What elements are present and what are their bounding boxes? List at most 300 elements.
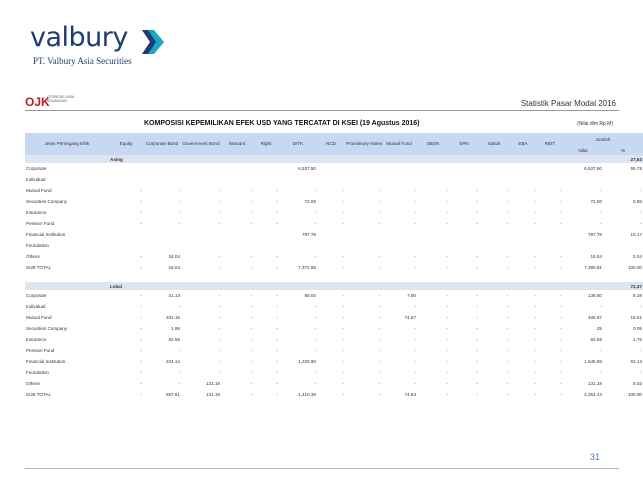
table-row	[25, 196, 643, 207]
table-row	[25, 229, 643, 240]
table-cell: -	[140, 265, 142, 270]
section-name: Lokal	[109, 282, 603, 290]
table-cell: -	[414, 359, 416, 364]
table-cell	[479, 174, 509, 185]
row-nilai: 72.00	[590, 199, 602, 204]
table-cell: -	[506, 210, 508, 215]
table-cell	[221, 174, 253, 185]
table-cell: -	[534, 337, 536, 342]
row-pct: 0.24	[633, 254, 642, 259]
row-pct: -	[640, 210, 642, 215]
row-pct: 0.89	[633, 199, 642, 204]
table-row	[25, 290, 643, 301]
row-pct: 55.75	[630, 166, 642, 171]
table-cell: -	[446, 348, 448, 353]
table-cell: -	[378, 337, 380, 342]
table-cell: -	[140, 221, 142, 226]
table-cell: -	[250, 210, 252, 215]
column-header: Jenis Pemegang Efek	[25, 133, 109, 155]
row-pct: 100.00	[627, 265, 642, 270]
table-cell	[109, 163, 143, 174]
table-cell: -	[446, 221, 448, 226]
table-cell: -	[414, 265, 416, 270]
table-cell	[317, 229, 345, 240]
table-cell: -	[534, 370, 536, 375]
table-cell	[181, 240, 221, 251]
table-row	[25, 262, 643, 273]
table-cell: -	[560, 293, 562, 298]
table-cell: -	[218, 326, 220, 331]
table-row	[25, 218, 643, 229]
table-cell: -	[534, 304, 536, 309]
table-cell: -	[218, 304, 220, 309]
table-cell: -	[506, 392, 508, 397]
table-cell: -	[378, 359, 380, 364]
table-cell	[509, 229, 537, 240]
table-cell	[345, 163, 381, 174]
table-cell: -	[140, 315, 142, 320]
table-cell: -	[276, 381, 278, 386]
table-cell: -	[476, 370, 478, 375]
row-nilai: -	[600, 188, 602, 193]
table-cell: -	[276, 199, 278, 204]
table-cell: -	[314, 348, 316, 353]
table-cell: -	[342, 293, 344, 298]
row-pct: -	[640, 348, 642, 353]
table-row	[25, 163, 643, 174]
row-pct: -	[640, 188, 642, 193]
table-cell: -	[506, 359, 508, 364]
table-cell: -	[342, 392, 344, 397]
table-cell: -	[342, 359, 344, 364]
column-header-sub: %	[603, 146, 643, 155]
table-cell: -	[250, 254, 252, 259]
table-cell: -	[178, 304, 180, 309]
table-cell: 797.78	[301, 232, 316, 237]
table-cell	[279, 240, 317, 251]
table-cell	[317, 174, 345, 185]
table-cell: -	[446, 210, 448, 215]
ojk-logo	[25, 94, 85, 110]
table-cell: -	[476, 304, 478, 309]
table-cell: -	[250, 265, 252, 270]
table-cell: -	[218, 188, 220, 193]
table-cell: -	[506, 199, 508, 204]
table-cell: -	[414, 348, 416, 353]
table-cell: -	[342, 199, 344, 204]
table-cell: -	[342, 221, 344, 226]
row-pct	[603, 174, 643, 185]
table-cell: -	[560, 348, 562, 353]
table-cell: -	[314, 315, 316, 320]
row-nilai: 6,537.50	[584, 166, 602, 171]
table-cell: -	[218, 315, 220, 320]
table-cell: -	[560, 315, 562, 320]
table-cell: -	[476, 337, 478, 342]
column-header: SBSN	[417, 133, 449, 155]
table-cell	[417, 240, 449, 251]
table-cell: 7.00	[407, 293, 416, 298]
section-spacer	[25, 273, 643, 282]
row-nilai: 25	[596, 326, 602, 331]
table-cell: -	[506, 381, 508, 386]
table-cell: -	[414, 221, 416, 226]
column-header: REIT	[537, 133, 563, 155]
table-cell	[253, 240, 279, 251]
row-category: Pension Fund	[26, 221, 55, 226]
table-cell: -	[250, 315, 252, 320]
section-blank-cell	[25, 282, 109, 290]
table-cell: 18.04	[168, 265, 180, 270]
table-cell: -	[276, 188, 278, 193]
table-cell: -	[314, 337, 316, 342]
row-nilai: 405.97	[587, 315, 602, 320]
table-cell: -	[140, 381, 142, 386]
table-cell: -	[446, 326, 448, 331]
row-nilai: -	[600, 210, 602, 215]
table-cell: -	[446, 265, 448, 270]
table-cell: -	[534, 293, 536, 298]
table-cell: -	[378, 326, 380, 331]
table-cell: -	[250, 304, 252, 309]
table-cell: -	[534, 265, 536, 270]
table-cell: -	[378, 348, 380, 353]
column-header: Corporate Bond	[143, 133, 181, 155]
table-cell: -	[218, 337, 220, 342]
table-cell: -	[476, 254, 478, 259]
table-cell: -	[250, 326, 252, 331]
table-cell: -	[218, 293, 220, 298]
table-cell: -	[342, 370, 344, 375]
table-cell	[181, 229, 221, 240]
table-cell	[381, 229, 417, 240]
table-cell: -	[218, 210, 220, 215]
table-row	[25, 323, 643, 334]
table-cell: -	[476, 188, 478, 193]
table-cell: -	[378, 370, 380, 375]
table-cell: -	[414, 188, 416, 193]
row-pct: 0.05	[633, 326, 642, 331]
table-cell: -	[378, 265, 380, 270]
table-cell: -	[314, 304, 316, 309]
table-cell: -	[276, 315, 278, 320]
row-nilai: 797.78	[587, 232, 602, 237]
table-cell: -	[250, 392, 252, 397]
table-cell: -	[276, 254, 278, 259]
table-cell: -	[218, 265, 220, 270]
table-cell: -	[534, 221, 536, 226]
table-cell	[253, 163, 279, 174]
table-cell: -	[140, 348, 142, 353]
row-category: Financial Institution	[26, 232, 66, 237]
table-cell: -	[506, 254, 508, 259]
row-category: Securities Company	[26, 199, 68, 204]
table-cell: -	[534, 210, 536, 215]
row-pct: -	[640, 304, 642, 309]
table-cell: -	[342, 304, 344, 309]
table-cell: -	[534, 326, 536, 331]
table-cell: -	[314, 254, 316, 259]
table-cell	[143, 174, 181, 185]
table-row	[25, 207, 643, 218]
table-cell: -	[446, 315, 448, 320]
table-cell: -	[560, 265, 562, 270]
page-title: Statistik Pasar Modal 2016	[520, 99, 616, 108]
table-cell: -	[342, 265, 344, 270]
row-pct: 16.01	[630, 315, 642, 320]
table-cell: -	[506, 221, 508, 226]
table-cell: -	[560, 392, 562, 397]
table-cell: 1,410.39	[298, 392, 316, 397]
table-cell: -	[446, 381, 448, 386]
table-cell	[109, 240, 143, 251]
section-percent: 27,63	[603, 155, 643, 163]
row-nilai: 7,390.91	[584, 265, 602, 270]
row-pct: 10.17	[630, 232, 642, 237]
table-cell: -	[378, 315, 380, 320]
table-cell	[109, 174, 143, 185]
table-cell: -	[342, 337, 344, 342]
table-cell: -	[378, 392, 380, 397]
table-cell	[143, 229, 181, 240]
table-cell: -	[446, 304, 448, 309]
table-cell: -	[446, 188, 448, 193]
table-cell: -	[476, 359, 478, 364]
table-cell: -	[476, 210, 478, 215]
row-category: Foundation	[26, 370, 49, 375]
section-blank-cell	[25, 155, 109, 163]
table-cell: -	[446, 370, 448, 375]
table-cell: -	[342, 348, 344, 353]
table-cell: -	[378, 293, 380, 298]
table-row	[25, 312, 643, 323]
table-cell	[181, 163, 221, 174]
row-pct: 63.13	[630, 359, 642, 364]
table-cell: -	[178, 199, 180, 204]
table-cell: -	[506, 315, 508, 320]
table-cell: -	[178, 188, 180, 193]
table-row	[25, 389, 643, 400]
table-cell: -	[476, 265, 478, 270]
table-cell: -	[178, 370, 180, 375]
table-cell: -	[250, 199, 252, 204]
column-header: Warrant	[221, 133, 253, 155]
table-cell: -	[178, 210, 180, 215]
table-cell: -	[276, 293, 278, 298]
section-percent: 72,37	[603, 282, 643, 290]
table-cell: -	[250, 221, 252, 226]
table-cell: -	[476, 326, 478, 331]
table-cell: -	[378, 221, 380, 226]
table-cell: -	[446, 199, 448, 204]
table-cell: -	[506, 337, 508, 342]
row-nilai	[563, 174, 603, 185]
table-cell: -	[560, 381, 562, 386]
table-cell: -	[378, 210, 380, 215]
table-cell: -	[140, 293, 142, 298]
table-cell: 74.67	[404, 315, 416, 320]
table-cell: -	[446, 392, 448, 397]
table-cell	[253, 229, 279, 240]
table-cell: -	[276, 326, 278, 331]
table-cell: -	[276, 348, 278, 353]
row-nilai	[563, 240, 603, 251]
table-cell: -	[218, 221, 220, 226]
table-cell: -	[342, 254, 344, 259]
table-cell: -	[250, 370, 252, 375]
table-cell: 224.14	[165, 359, 180, 364]
table-cell: -	[218, 370, 220, 375]
table-title: KOMPOSISI KEPEMILIKAN EFEK USD YANG TERCATAT DI KSEI (19 Agustus 2016)	[144, 120, 420, 127]
table-cell: -	[314, 381, 316, 386]
table-cell: -	[250, 293, 252, 298]
table-header-row	[25, 133, 643, 146]
table-cell: -	[476, 381, 478, 386]
row-category: Mutual Fund	[26, 188, 52, 193]
table-cell: -	[276, 370, 278, 375]
table-cell: -	[250, 348, 252, 353]
table-cell: -	[276, 221, 278, 226]
table-cell: -	[250, 188, 252, 193]
table-cell: -	[218, 348, 220, 353]
table-cell: -	[140, 210, 142, 215]
brand-subtitle: PT. Valbury Asia Securities	[33, 56, 132, 66]
table-cell: -	[218, 254, 220, 259]
table-cell: -	[560, 370, 562, 375]
unit-label: (Nilai dlm Rp M)	[577, 121, 613, 127]
svg-text:OJK: OJK	[25, 95, 50, 109]
table-cell: 6,537.50	[298, 166, 316, 171]
table-cell: -	[446, 337, 448, 342]
table-cell: -	[140, 199, 142, 204]
table-cell	[381, 174, 417, 185]
table-cell: 82.56	[168, 337, 180, 342]
table-cell: -	[560, 210, 562, 215]
table-cell: -	[446, 359, 448, 364]
table-cell: -	[560, 254, 562, 259]
table-cell: -	[534, 359, 536, 364]
table-cell	[509, 163, 537, 174]
table-cell	[537, 229, 563, 240]
table-cell: -	[314, 326, 316, 331]
table-row	[25, 334, 643, 345]
table-cell: -	[476, 293, 478, 298]
footer-divider	[25, 468, 619, 469]
table-cell: -	[534, 199, 536, 204]
table-row	[25, 378, 643, 389]
table-cell	[509, 174, 537, 185]
row-category: Mutual Fund	[26, 315, 52, 320]
table-cell	[109, 229, 143, 240]
table-cell	[479, 240, 509, 251]
table-cell: -	[250, 381, 252, 386]
brand-wordmark: valbury	[30, 22, 128, 53]
table-cell	[143, 240, 181, 251]
table-cell	[417, 174, 449, 185]
row-category: Insurance	[26, 337, 47, 342]
table-cell: -	[342, 326, 344, 331]
column-header: EBA	[509, 133, 537, 155]
table-cell: -	[534, 348, 536, 353]
table-cell	[449, 163, 479, 174]
table-cell: -	[534, 315, 536, 320]
table-cell: -	[560, 326, 562, 331]
row-nilai: 1,545.89	[584, 359, 602, 364]
table-cell: -	[560, 337, 562, 342]
table-cell	[221, 229, 253, 240]
column-header: Government Bond	[181, 133, 221, 155]
table-row	[25, 185, 643, 196]
table-cell: 1.99	[171, 326, 180, 331]
row-pct: 6.19	[633, 293, 642, 298]
chevron-logo-icon	[142, 30, 164, 54]
table-cell: 72.00	[304, 199, 316, 204]
table-cell: 331.15	[165, 315, 180, 320]
table-cell	[537, 174, 563, 185]
table-cell: -	[178, 221, 180, 226]
row-nilai: 18.04	[590, 254, 602, 259]
ojk-logo-icon	[25, 94, 50, 109]
table-cell: -	[276, 210, 278, 215]
row-pct: -	[640, 221, 642, 226]
row-nilai: -	[600, 370, 602, 375]
spacer-cell	[25, 273, 643, 282]
column-header: NCD	[317, 133, 345, 155]
table-cell	[509, 240, 537, 251]
table-cell: -	[414, 370, 416, 375]
table-cell: -	[342, 315, 344, 320]
table-cell: -	[342, 381, 344, 386]
page-number: 31	[589, 452, 600, 462]
table-cell	[181, 174, 221, 185]
table-cell: -	[560, 199, 562, 204]
table-cell	[417, 229, 449, 240]
column-header: SPN	[449, 133, 479, 155]
table-cell	[537, 240, 563, 251]
table-cell: -	[178, 381, 180, 386]
table-cell: 7,372.88	[298, 265, 316, 270]
row-nilai: 138.60	[587, 293, 602, 298]
table-cell	[279, 174, 317, 185]
row-nilai: -	[600, 304, 602, 309]
table-cell	[381, 163, 417, 174]
table-cell: -	[414, 199, 416, 204]
table-row	[25, 367, 643, 378]
table-cell: -	[314, 370, 316, 375]
table-cell: -	[506, 326, 508, 331]
table-cell: -	[534, 381, 536, 386]
table-cell: -	[140, 254, 142, 259]
table-row	[25, 345, 643, 356]
table-cell: -	[218, 199, 220, 204]
row-category: Others	[26, 254, 40, 259]
table-cell	[449, 240, 479, 251]
table-cell	[479, 163, 509, 174]
table-cell: -	[314, 221, 316, 226]
row-nilai: 131.19	[587, 381, 602, 386]
table-cell: -	[250, 337, 252, 342]
table-cell	[345, 240, 381, 251]
table-cell: -	[314, 188, 316, 193]
table-cell	[345, 229, 381, 240]
table-cell	[479, 229, 509, 240]
table-cell: -	[140, 337, 142, 342]
table-cell: -	[140, 304, 142, 309]
table-cell: -	[476, 392, 478, 397]
row-category: Pension Fund	[26, 348, 55, 353]
row-category: Financial Institution	[26, 359, 66, 364]
table-cell	[143, 163, 181, 174]
